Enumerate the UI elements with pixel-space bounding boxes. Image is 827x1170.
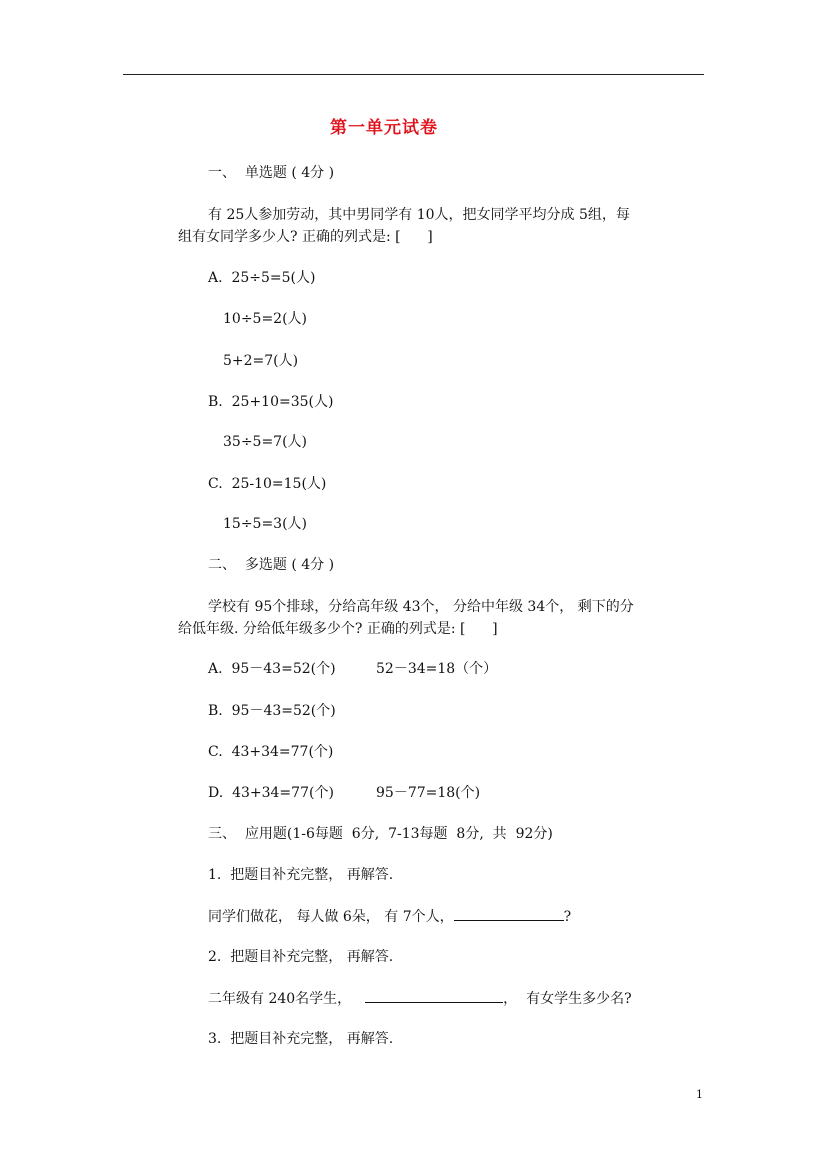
section1-question-line2: 组有女同学多少人? 正确的列式是: [ ] (178, 229, 433, 245)
page-number: 1 (696, 1088, 703, 1101)
section2-option-b: B. 95－43=52(个) (208, 703, 336, 719)
header-rule (123, 74, 704, 75)
question2-text (208, 988, 632, 1009)
question2-label: 2. 把题目补充完整， 再解答. (208, 949, 394, 965)
question2-text-start: 二年级有 240名学生， (208, 991, 352, 1007)
section1-option-c-line1: C. 25-10=15(人) (208, 476, 327, 492)
section2-option-a-right: 52－34=18（个） (376, 661, 498, 677)
section2-heading: 二、 多选题 ( 4分 ) (208, 557, 335, 573)
section3-heading: 三、 应用题(1-6每题 6分, 7-13每题 8分, 共 92分) (208, 826, 553, 842)
section1-option-a-line2: 10÷5=2(人) (223, 311, 308, 327)
section1-option-a-line1: A. 25÷5=5(人) (208, 270, 316, 286)
section2-option-a-left: A. 95－43=52(个) (208, 661, 336, 677)
question1-text-start: 同学们做花， 每人做 6朵， 有 7个人， (208, 909, 454, 925)
question1-fill-blank[interactable] (454, 906, 564, 921)
section2-question-line1: 学校有 95个排球，分给高年级 43个， 分给中年级 34个， 剩下的分 (208, 599, 634, 615)
section1-option-b-line1: B. 25+10=35(人) (208, 394, 334, 410)
section2-option-d-right: 95－77=18(个) (376, 785, 481, 801)
section1-heading: 一、 单选题 ( 4分 ) (208, 165, 335, 181)
page-title: 第一单元试卷 (330, 118, 438, 138)
section2-option-c: C. 43+34=77(个) (208, 744, 334, 760)
section1-option-c-line2: 15÷5=3(人) (223, 516, 308, 532)
question3-label: 3. 把题目补充完整， 再解答. (208, 1031, 394, 1047)
question2-fill-blank[interactable] (365, 988, 503, 1003)
question2-text-end: ， 有女学生多少名? (503, 991, 632, 1007)
section2-option-d-left: D. 43+34=77(个) (208, 785, 334, 801)
question1-label: 1. 把题目补充完整， 再解答. (208, 867, 394, 883)
question1-text (208, 906, 571, 927)
section1-option-b-line2: 35÷5=7(人) (223, 434, 308, 450)
section2-question-line2: 给低年级. 分给低年级多少个? 正确的列式是: [ ] (178, 621, 498, 637)
question1-text-end: ? (563, 909, 572, 925)
section1-question-line1: 有 25人参加劳动，其中男同学有 10人，把女同学平均分成 5组，每 (208, 207, 630, 223)
section1-option-a-line3: 5+2=7(人) (223, 353, 299, 369)
